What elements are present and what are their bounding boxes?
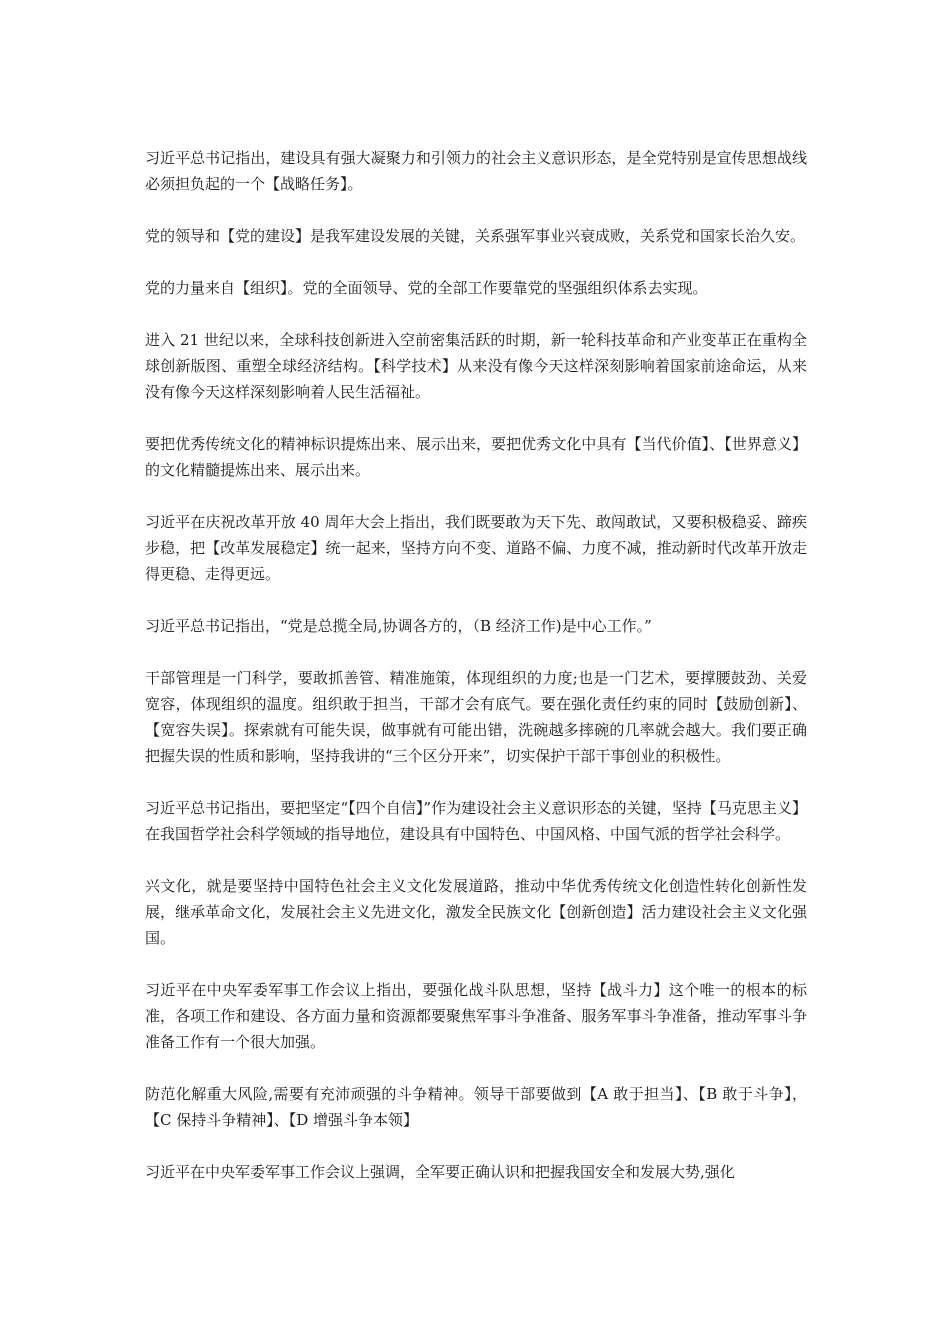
paragraph-culture: 兴文化，就是要坚持中国特色社会主义文化发展道路，推动中华优秀传统文化创造性转化创新性发展，继承革命文化，发展社会主义先进文化，激发全民族文化【创新创造】活力建设社会主义文化强国。 <box>145 877 807 947</box>
paragraph-cadre-management: 干部管理是一门科学，要敢抓善管、精准施策，体现组织的力度;也是一门艺术，要撑腰鼓劲、关爱宽容，体现组织的温度。组织敢于担当，干部才会有底气。要在强化责任约束的同时【鼓励创新】、【宽容失误】。探索就有可能失误，做事就有可能出错，洗碗越多摔碗的几率就会越大。我们要正确把握失误的性质和影响，坚持我讲的“三个区分开来”，切实保护干部干事创业的积极性。 <box>145 669 807 765</box>
paragraph-reform-opening: 习近平在庆祝改革开放 40 周年大会上指出，我们既要敢为天下先、敢闯敢试，又要积极稳妥、蹄疾步稳，把【改革发展稳定】统一起来，坚持方向不变、道路不偏、力度不减，推动新时代改革开放走得更稳、走得更远。 <box>145 513 807 583</box>
paragraph-organization: 党的力量来自【组织】。党的全面领导、党的全部工作要靠党的坚强组织体系去实现。 <box>145 279 708 297</box>
paragraph-risk-prevention: 防范化解重大风险,需要有充沛顽强的斗争精神。领导干部要做到【A 敢于担当】、【B 敢于斗争】，【C 保持斗争精神】、【D 增强斗争本领】 <box>145 1085 807 1129</box>
paragraph-four-confidences: 习近平总书记指出，要把坚定“【四个自信】”作为建设社会主义意识形态的关键，坚持【马克思主义】在我国哲学社会科学领域的指导地位，建设具有中国特色、中国风格、中国气派的哲学社会科学。 <box>145 799 807 843</box>
paragraph-party-building: 党的领导和【党的建设】是我军建设发展的关键，关系强军事业兴衰成败，关系党和国家长治久安。 <box>145 227 806 245</box>
paragraph-traditional-culture: 要把优秀传统文化的精神标识提炼出来、展示出来，要把优秀文化中具有【当代价值】、【世界意义】的文化精髓提炼出来、展示出来。 <box>145 435 807 479</box>
paragraph-strategic-task: 习近平总书记指出，建设具有强大凝聚力和引领力的社会主义意识形态，是全党特别是宣传思想战线必须担负起的一个【战略任务】。 <box>145 149 807 193</box>
document-body <box>145 145 807 1211</box>
paragraph-economic-work: 习近平总书记指出，“党是总揽全局,协调各方的，（B 经济工作)是中心工作。” <box>145 617 652 635</box>
paragraph-science-technology: 进入 21 世纪以来，全球科技创新进入空前密集活跃的时期，新一轮科技革命和产业变革正在重构全球创新版图、重塑全球经济结构。【科学技术】从来没有像今天这样深刻影响着国家前途命运，从来没有像今天这样深刻影响着人民生活福祉。 <box>145 331 807 401</box>
paragraph-combat-effectiveness: 习近平在中央军委军事工作会议上指出，要强化战斗队思想，坚持【战斗力】这个唯一的根本的标准，各项工作和建设、各方面力量和资源都要聚焦军事斗争准备、服务军事斗争准备，推动军事斗争准备工作有一个很大加强。 <box>145 981 807 1051</box>
paragraph-security-development: 习近平在中央军委军事工作会议上强调，全军要正确认识和把握我国安全和发展大势,强化 <box>145 1163 735 1181</box>
